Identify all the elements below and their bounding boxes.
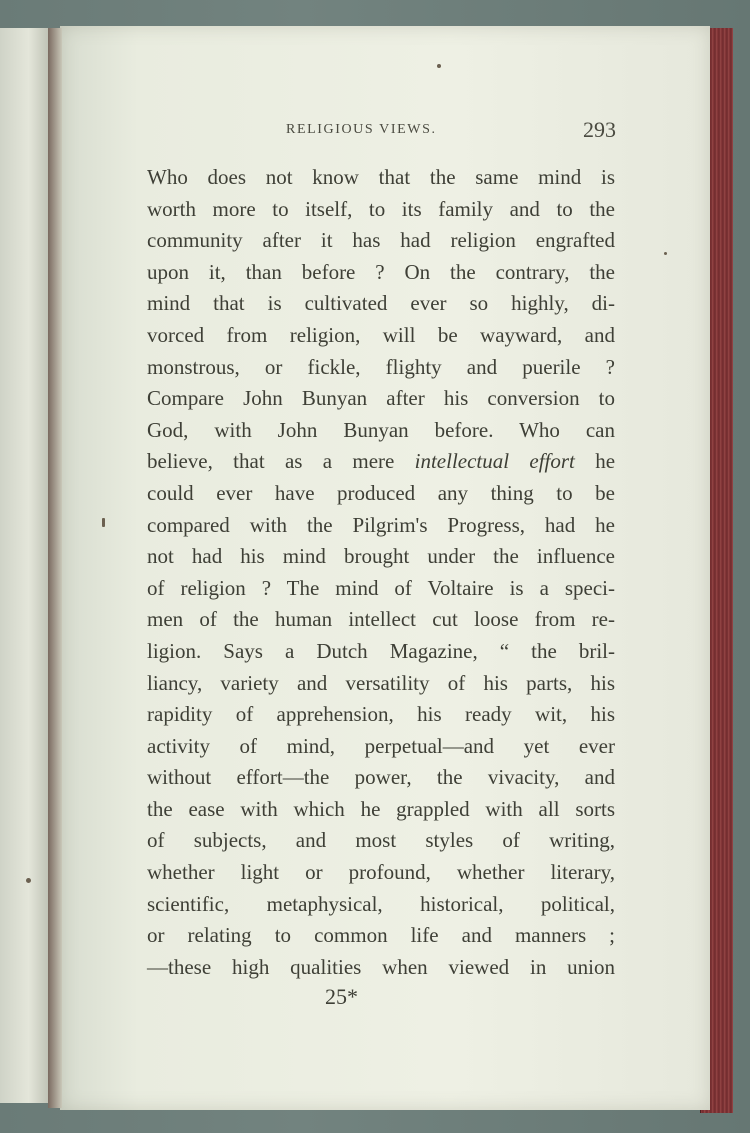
line-end: he xyxy=(595,449,616,474)
text-line: activity of mind, perpetual—and yet ever xyxy=(147,733,615,758)
left-page-edge xyxy=(0,28,54,1103)
text-line: upon it, than before ? On the contrary, the xyxy=(147,259,615,284)
text-line: or relating to common life and manners ; xyxy=(147,923,615,948)
spine-shadow xyxy=(48,28,62,1108)
text-line: the ease with which he grappled with all sorts xyxy=(147,796,615,821)
text-line: Who does not know that the same mind is xyxy=(147,165,615,189)
text-line: mind that is cultivated ever so highly, di- xyxy=(147,291,615,316)
text-line-emphasis xyxy=(147,446,615,478)
text-line: community after it has had religion engrafted xyxy=(147,228,615,253)
text-line: vorced from religion, will be wayward, and xyxy=(147,322,615,347)
text-line: worth more to itself, to its family and to the xyxy=(147,196,615,221)
ink-speck xyxy=(437,64,441,68)
text-line: God, with John Bunyan before. Who can xyxy=(147,417,615,442)
text-line: monstrous, or fickle, flighty and puerile ? xyxy=(147,354,615,379)
page-number: 293 xyxy=(583,117,616,142)
ink-speck xyxy=(26,878,31,883)
ink-speck xyxy=(664,252,667,255)
text-line: men of the human intellect cut loose from re- xyxy=(147,607,615,632)
text-line: Compare John Bunyan after his conversion to xyxy=(147,386,615,411)
line-start: believe, that as a mere xyxy=(147,449,395,474)
page-header xyxy=(286,117,616,144)
running-head: RELIGIOUS VIEWS. xyxy=(286,122,437,137)
text-line: of religion ? The mind of Voltaire is a speci- xyxy=(147,575,615,600)
text-line: compared with the Pilgrim's Progress, had he xyxy=(147,512,615,537)
text-line: rapidity of apprehension, his ready wit, his xyxy=(147,702,615,727)
text-line: without effort—the power, the vivacity, and xyxy=(147,765,615,790)
text-line: not had his mind brought under the influence xyxy=(147,544,615,569)
text-line: —these high qualities when viewed in union xyxy=(147,954,615,979)
body-text xyxy=(147,162,615,983)
text-line: liancy, variety and versatility of his parts, his xyxy=(147,670,615,695)
text-line: scientific, metaphysical, historical, political, xyxy=(147,891,615,916)
text-line: of subjects, and most styles of writing, xyxy=(147,828,615,853)
ink-speck xyxy=(102,518,105,527)
text-line: could ever have produced any thing to be xyxy=(147,480,615,505)
text-line: ligion. Says a Dutch Magazine, “ the bril- xyxy=(147,638,615,663)
text-line: whether light or profound, whether literary, xyxy=(147,860,615,885)
emphasis-phrase: intellectual effort xyxy=(414,449,575,474)
signature-mark: 25* xyxy=(325,984,358,1009)
